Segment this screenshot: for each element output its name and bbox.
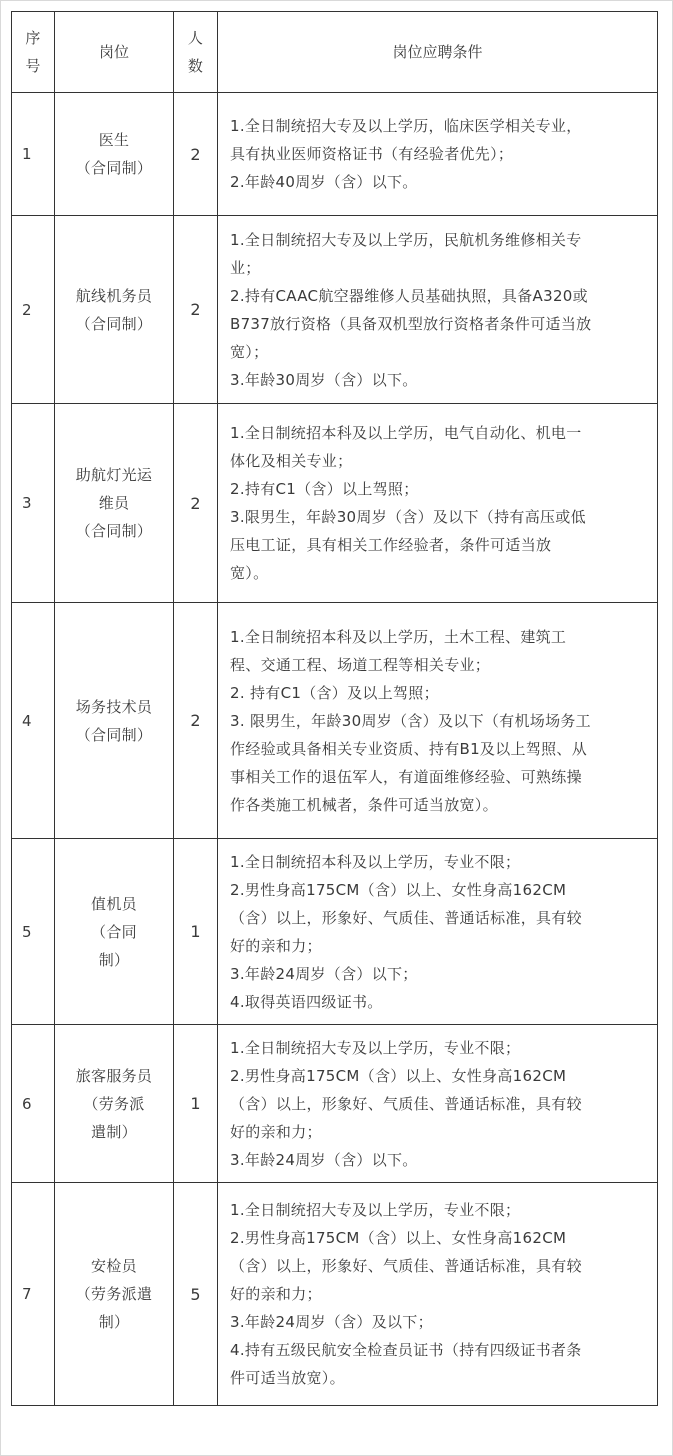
header-position: 岗位 xyxy=(55,12,174,93)
requirement-line: 1.全日制统招大专及以上学历，民航机务维修相关专 xyxy=(230,230,582,249)
row-seq: 2 xyxy=(12,216,55,404)
position-line: （合同制） xyxy=(75,725,153,744)
requirement-line: 件可适当放宽）。 xyxy=(230,1369,345,1387)
requirement-line: 作经验或具备相关专业资质、持有B1及以上驾照、从 xyxy=(230,739,588,758)
requirement-line: 程、交通工程、场道工程等相关专业； xyxy=(230,655,491,674)
requirement-line: 3.年龄24周岁（含）及以下； xyxy=(230,1313,433,1331)
requirement-line: 4.取得英语四级证书。 xyxy=(230,992,383,1011)
header-row xyxy=(12,12,658,93)
position-line: （合同制） xyxy=(75,314,153,333)
requirement-line: 1.全日制统招大专及以上学历，专业不限； xyxy=(230,1201,521,1219)
row-count: 2 xyxy=(174,603,218,839)
requirement-line: 1.全日制统招大专及以上学历，专业不限； xyxy=(230,1038,521,1057)
row-position xyxy=(55,1183,174,1406)
requirement-line: 1.全日制统招本科及以上学历，电气自动化、机电一 xyxy=(230,424,582,442)
row-count: 2 xyxy=(174,93,218,216)
requirement-line: 事相关工作的退伍军人，有道面维修经验、可熟练操 xyxy=(230,767,582,786)
recruitment-table xyxy=(11,11,658,1406)
requirement-line: 3.年龄30周岁（含）以下。 xyxy=(230,370,418,389)
requirement-line: 2.男性身高175CM（含）以上、女性身高162CM xyxy=(230,880,567,899)
position-line: 制） xyxy=(98,1313,130,1331)
row-requirements xyxy=(218,839,658,1025)
position-line: （劳务派遣 xyxy=(75,1285,153,1303)
header-seq-line-2: 号 xyxy=(25,57,41,75)
table-row xyxy=(12,839,658,1025)
table-row xyxy=(12,603,658,839)
header-requirements: 岗位应聘条件 xyxy=(218,12,658,93)
table-row xyxy=(12,93,658,216)
table-row xyxy=(12,404,658,603)
row-count: 1 xyxy=(174,1025,218,1183)
position-line: 制） xyxy=(98,950,130,969)
requirement-line: 宽）； xyxy=(230,342,269,361)
requirement-line: 3. 限男生，年龄30周岁（含）及以下（有机场场务工 xyxy=(230,711,591,730)
requirement-line: 2.男性身高175CM（含）以上、女性身高162CM xyxy=(230,1229,567,1247)
row-position xyxy=(55,404,174,603)
requirement-line: 宽）。 xyxy=(230,564,269,582)
position-line: （合同 xyxy=(91,922,137,941)
requirement-line: 好的亲和力； xyxy=(230,1122,322,1141)
row-requirements xyxy=(218,603,658,839)
row-seq: 4 xyxy=(12,603,55,839)
requirement-line: 业； xyxy=(230,258,261,277)
position-line: 值机员 xyxy=(91,894,137,913)
requirement-line: （含）以上，形象好、气质佳、普通话标准，具有较 xyxy=(230,1094,582,1113)
table-row xyxy=(12,1183,658,1406)
requirement-line: 体化及相关专业； xyxy=(230,452,353,470)
row-requirements xyxy=(218,1025,658,1183)
requirement-line: （含）以上，形象好、气质佳、普通话标准，具有较 xyxy=(230,1257,582,1275)
row-seq: 7 xyxy=(12,1183,55,1406)
requirement-line: B737放行资格（具备双机型放行资格者条件可适当放 xyxy=(230,314,592,333)
position-line: 安检员 xyxy=(91,1257,137,1275)
requirement-line: 2.持有C1（含）以上驾照； xyxy=(230,480,419,498)
header-count-line-1: 人 xyxy=(187,29,204,47)
table-row xyxy=(12,1025,658,1183)
position-line: 医生 xyxy=(98,131,130,149)
header-count-line-2: 数 xyxy=(187,57,204,75)
requirement-line: 好的亲和力； xyxy=(230,936,322,955)
position-line: 场务技术员 xyxy=(75,697,153,716)
row-position xyxy=(55,216,174,404)
requirement-line: 3.年龄24周岁（含）以下。 xyxy=(230,1150,418,1169)
header-seq-line-1: 序 xyxy=(25,29,41,47)
position-line: 维员 xyxy=(98,494,130,512)
row-seq: 5 xyxy=(12,839,55,1025)
requirement-line: 1.全日制统招大专及以上学历，临床医学相关专业， xyxy=(230,117,582,135)
position-line: （合同制） xyxy=(75,522,153,540)
row-position xyxy=(55,603,174,839)
requirement-line: （含）以上，形象好、气质佳、普通话标准，具有较 xyxy=(230,908,582,927)
position-line: （合同制） xyxy=(75,159,153,177)
requirement-line: 1.全日制统招本科及以上学历，专业不限； xyxy=(230,852,521,871)
row-position xyxy=(55,93,174,216)
row-requirements xyxy=(218,216,658,404)
row-count: 2 xyxy=(174,404,218,603)
row-count: 1 xyxy=(174,839,218,1025)
position-line: 遣制） xyxy=(91,1122,137,1141)
row-position xyxy=(55,839,174,1025)
header-count xyxy=(174,12,218,93)
requirement-line: 4.持有五级民航安全检查员证书（持有四级证书者条 xyxy=(230,1341,582,1359)
requirement-line: 作各类施工机械者，条件可适当放宽）。 xyxy=(230,795,498,814)
requirement-line: 2.男性身高175CM（含）以上、女性身高162CM xyxy=(230,1066,567,1085)
position-line: 助航灯光运 xyxy=(75,466,153,484)
requirement-line: 压电工证，具有相关工作经验者，条件可适当放 xyxy=(230,536,552,554)
requirement-line: 2.年龄40周岁（含）以下。 xyxy=(230,173,418,191)
row-seq: 1 xyxy=(12,93,55,216)
position-line: 旅客服务员 xyxy=(75,1066,153,1085)
row-seq: 3 xyxy=(12,404,55,603)
requirement-line: 2.持有CAAC航空器维修人员基础执照，具备A320或 xyxy=(230,286,588,305)
requirement-line: 3.年龄24周岁（含）以下； xyxy=(230,964,418,983)
header-seq xyxy=(12,12,55,93)
requirement-line: 1.全日制统招本科及以上学历，土木工程、建筑工 xyxy=(230,627,567,646)
row-requirements xyxy=(218,93,658,216)
requirement-line: 2. 持有C1（含）及以上驾照； xyxy=(230,683,439,702)
requirement-line: 好的亲和力； xyxy=(230,1285,322,1303)
requirement-line: 具有执业医师资格证书（有经验者优先）； xyxy=(230,145,514,163)
row-seq: 6 xyxy=(12,1025,55,1183)
row-count: 5 xyxy=(174,1183,218,1406)
row-requirements xyxy=(218,404,658,603)
table-row xyxy=(12,216,658,404)
row-count: 2 xyxy=(174,216,218,404)
row-position xyxy=(55,1025,174,1183)
requirement-line: 3.限男生，年龄30周岁（含）及以下（持有高压或低 xyxy=(230,508,586,526)
row-requirements xyxy=(218,1183,658,1406)
position-line: （劳务派 xyxy=(83,1094,145,1113)
position-line: 航线机务员 xyxy=(75,286,153,305)
